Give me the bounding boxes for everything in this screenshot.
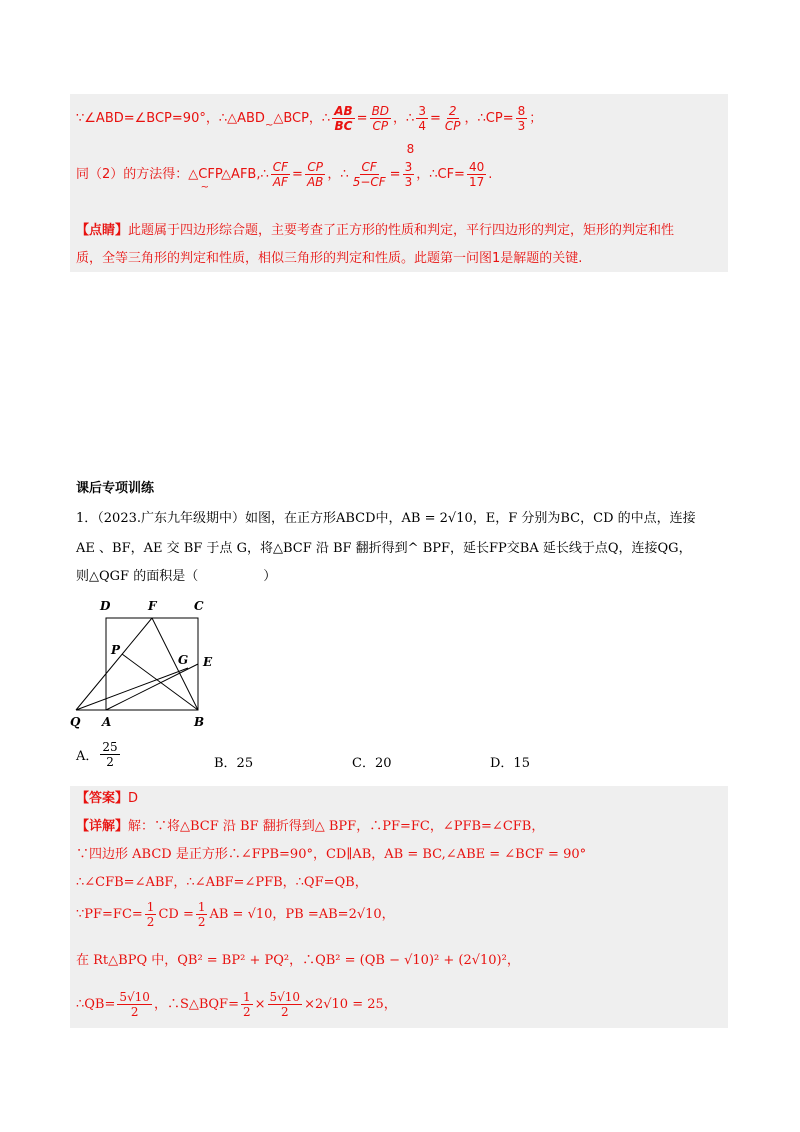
detail-line-1: 【详解】解：∵将△BCF 沿 BF 翻折得到△ BPF，∴PF=FC，∠PFB=∠CFB， <box>76 819 545 834</box>
fraction-ab-bc: $\frac{AB}{BC}$ <box>334 104 353 133</box>
solution-line-2: 同（2）的方法得：$\triangle CFP_\sim\triangle AFB,\therefore$ $\frac{CF}{AF}$ = $\frac{CP}{AB}$ ，∴ $\frac{CF}{5-CF}$ = 8 3 3 ，∴CF= $\frac{40}{17}$ . <box>76 142 493 193</box>
section-title: 课后专项训练 <box>76 481 155 496</box>
detail-line-3: ∴∠CFB=∠ABF，∴∠ABF=∠PFB，∴QF=QB， <box>76 875 368 890</box>
label-e: E <box>203 655 213 669</box>
label-p: P <box>111 643 121 657</box>
label-b: B <box>194 715 205 729</box>
fraction-cf-5-cf: $\frac{CF}{5-CF}$ <box>352 160 386 189</box>
fraction-2-cp: $\frac{2}{CP}$ <box>444 104 461 133</box>
line-ae <box>106 664 198 710</box>
fraction-half-1: $\frac{1}{2}$ <box>146 900 155 929</box>
fraction-qb: $\frac{5√10}{2}$ <box>119 990 150 1019</box>
solution-line-1: ∵∠ABD=∠BCP=90°，$\therefore\triangle ABD_\sim\triangle BCP$，∴ $\frac{AB}{BC}$ = $\frac{BD}{CP}$ ，∴ $\frac{3}{4}$ = $\frac{2}{CP}$ ，∴CP= $\frac{8}{3}$ ； <box>76 104 543 133</box>
geometry-figure <box>66 596 246 736</box>
answer-line: 【答案】D <box>76 791 139 806</box>
fraction-cf-af: $\frac{CF}{AF}$ <box>272 160 289 189</box>
detail-line-2: ∵四边形 ABCD 是正方形∴∠FPB=90°，CD∥AB，AB = BC,∠ABE = ∠BCF = 90° <box>76 847 587 862</box>
label-f: F <box>148 599 157 613</box>
option-d[interactable]: D．15 <box>490 756 530 771</box>
fraction-25-2: $\frac{25}{2}$ <box>102 740 118 769</box>
label-c: C <box>194 599 204 613</box>
question-line-3: 则△QGF 的面积是（ ） <box>76 569 277 584</box>
fraction-3-4: $\frac{3}{4}$ <box>418 104 426 133</box>
label-g: G <box>178 653 189 667</box>
comment-line-2: 质，全等三角形的判定和性质，相似三角形的判定和性质。此题第一问图1是解题的关键. <box>76 251 583 266</box>
fraction-half-2: $\frac{1}{2}$ <box>197 900 206 929</box>
question-line-1: 1．（2023.广东九年级期中）如图，在正方形ABCD中，AB = 2√10，E，F 分别为BC，CD 的中点，连接 <box>76 511 696 526</box>
fraction-bd-cp: $\frac{BD}{CP}$ <box>371 104 390 133</box>
comment-line-1: 【点睛】此题属于四边形综合题，主要考查了正方形的性质和判定，平行四边形的判定，矩形的判定和性 <box>76 223 675 238</box>
fraction-8-3: $\frac{8}{3}$ <box>517 104 526 133</box>
option-c[interactable]: C．20 <box>352 756 392 771</box>
option-a[interactable]: A． $\frac{25}{2}$ <box>76 740 118 769</box>
detail-line-6: ∴QB= $\frac{5√10}{2}$ ，∴S△BQF= $\frac{1}{2}$ × $\frac{5√10}{2}$ ×2√10 = 25， <box>76 990 397 1019</box>
fraction-40-17: $\frac{40}{17}$ <box>468 160 485 189</box>
fraction-half-3: $\frac{1}{2}$ <box>242 990 251 1019</box>
detail-line-5: 在 Rt△BPQ 中，QB² = BP² + PQ²，∴QB² = (QB − √10)² + (2√10)²， <box>76 953 520 968</box>
fraction-8-3-over-3: 8 3 3 <box>404 142 415 189</box>
line-fb <box>152 618 198 710</box>
option-b[interactable]: B．25 <box>214 756 254 771</box>
fraction-cp-ab: $\frac{CP}{AB}$ <box>306 160 324 189</box>
detail-line-4: ∵PF=FC= $\frac{1}{2}$ CD = $\frac{1}{2}$ AB = √10，PB =AB=2√10， <box>76 900 395 929</box>
question-line-2: AE 、BF，AE 交 BF 于点 G，将△BCF 沿 BF 翻折得到^ BPF，延长FP交BA 延长线于点Q，连接QG， <box>76 541 692 556</box>
label-q: Q <box>70 715 81 729</box>
label-a: A <box>102 715 112 729</box>
fraction-5root10-2: $\frac{5√10}{2}$ <box>269 990 301 1019</box>
label-d: D <box>100 599 111 613</box>
